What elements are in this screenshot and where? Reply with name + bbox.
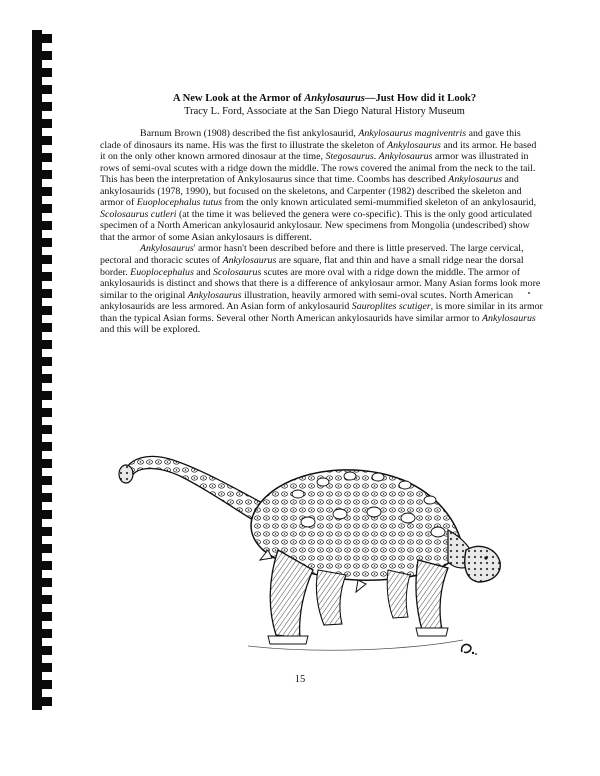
paragraph-1: Barnum Brown (1908) described the fist ankylosaurid, Ankylosaurus magniventris and gave this clade of dinosaurs its name. His was the first to illustrate the skeleton of Ankylosaurus and its armor. He based it on the only other known armored dinosaur at the time, Stegosaurus. Ankylosaurus armor was illustrated in rows of semi-oval scutes with a ridge down the middle. The rows covered the animal from the neck to the tail. This has been the interpretation of Ankylosaurus since that time. Coombs has described Ankylosaurus and ankylosaurids (1978, 1990), but focused on the skeletons, and Carpenter (1982) described the skeleton and armor of Euoplocephalus tutus from the only known articulated semi-mummified skeleton of an ankylosaurid, Scolosaurus cutleri (at the time it was believed the genera were co-specific). This is the only good articulated specimen of a North American ankylosaurid ankylosaur. New specimens from Mongolia (undescribed) show that the armor of some Asian ankylosaurs is different. <box>100 128 537 243</box>
binding-tooth <box>38 374 52 383</box>
binding-tooth <box>38 51 52 60</box>
speck-mark <box>528 292 530 294</box>
far-front-leg <box>387 570 410 618</box>
page-number: 15 <box>294 674 306 685</box>
binding-tooth <box>38 306 52 315</box>
binding-tooth <box>38 119 52 128</box>
ankylosaur-illustration <box>118 410 503 665</box>
binding-tooth <box>38 187 52 196</box>
article-title <box>112 93 537 105</box>
artist-signature <box>458 640 480 658</box>
binding-tooth <box>38 340 52 349</box>
tail-club <box>119 465 133 483</box>
binding-tooth <box>38 323 52 332</box>
tail <box>123 456 268 528</box>
binding-tooth <box>38 527 52 536</box>
binding-tooth <box>38 663 52 672</box>
head <box>465 546 501 582</box>
binding-tooth <box>38 459 52 468</box>
binding-tooth <box>38 204 52 213</box>
title-text-start: A New Look at the Armor of <box>172 93 305 104</box>
binding-tooth <box>38 102 52 111</box>
binding-tooth <box>38 85 52 94</box>
binding-tooth <box>38 272 52 281</box>
author-line: Tracy L. Ford, Associate at the San Diego Natural History Museum <box>184 106 465 117</box>
binding-tooth <box>38 391 52 400</box>
binding-tooth <box>38 697 52 706</box>
article-body <box>100 128 543 336</box>
binding-tooth <box>38 493 52 502</box>
comb-binding <box>0 0 64 776</box>
binding-tooth <box>38 255 52 264</box>
paragraph-2: Ankylosaurus' armor hasn't been described before and there is little preserved. The large cervical, pectoral and thoracic scutes of Ankylosaurus are square, flat and thin and have a small ridge near the dorsal border. Euoplocephalus and Scolosaurus scutes are more oval with a ridge down the middle. The armor of ankylosaurids is distinct and shows that there is a difference of ankylosaur armor. Many Asian forms look more similar to the original Ankylosaurus illustration, heavily armored with semi-oval scutes. North American ankylosaurids are less armored. An Asian form of ankylosaurid Sauroplites scutiger, is more similar in its armor than the typical Asian forms. Several other North American ankylosaurids have similar armor to Ankylosaurus and this will be explored. <box>100 243 543 336</box>
binding-tooth <box>38 510 52 519</box>
binding-tooth <box>38 238 52 247</box>
binding-tooth <box>38 408 52 417</box>
front-leg <box>416 560 448 630</box>
binding-tooth <box>38 136 52 145</box>
binding-tooth <box>38 595 52 604</box>
title-text-italic: Ankylosaurus <box>304 93 365 104</box>
binding-tooth <box>38 153 52 162</box>
binding-tooth <box>38 170 52 179</box>
binding-tooth <box>38 561 52 570</box>
binding-tooth <box>38 578 52 587</box>
binding-tooth <box>38 425 52 434</box>
binding-tooth <box>38 629 52 638</box>
binding-tooth <box>38 612 52 621</box>
binding-tooth <box>38 357 52 366</box>
binding-tooth <box>38 221 52 230</box>
far-hind-leg <box>316 570 346 625</box>
binding-spine <box>32 30 42 710</box>
binding-tooth <box>38 544 52 553</box>
binding-tooth <box>38 68 52 77</box>
binding-tooth <box>38 476 52 485</box>
title-text-end: —Just How did it Look? <box>364 93 477 104</box>
binding-tooth <box>38 646 52 655</box>
binding-tooth <box>38 442 52 451</box>
binding-tooth <box>38 34 52 43</box>
binding-tooth <box>38 289 52 298</box>
